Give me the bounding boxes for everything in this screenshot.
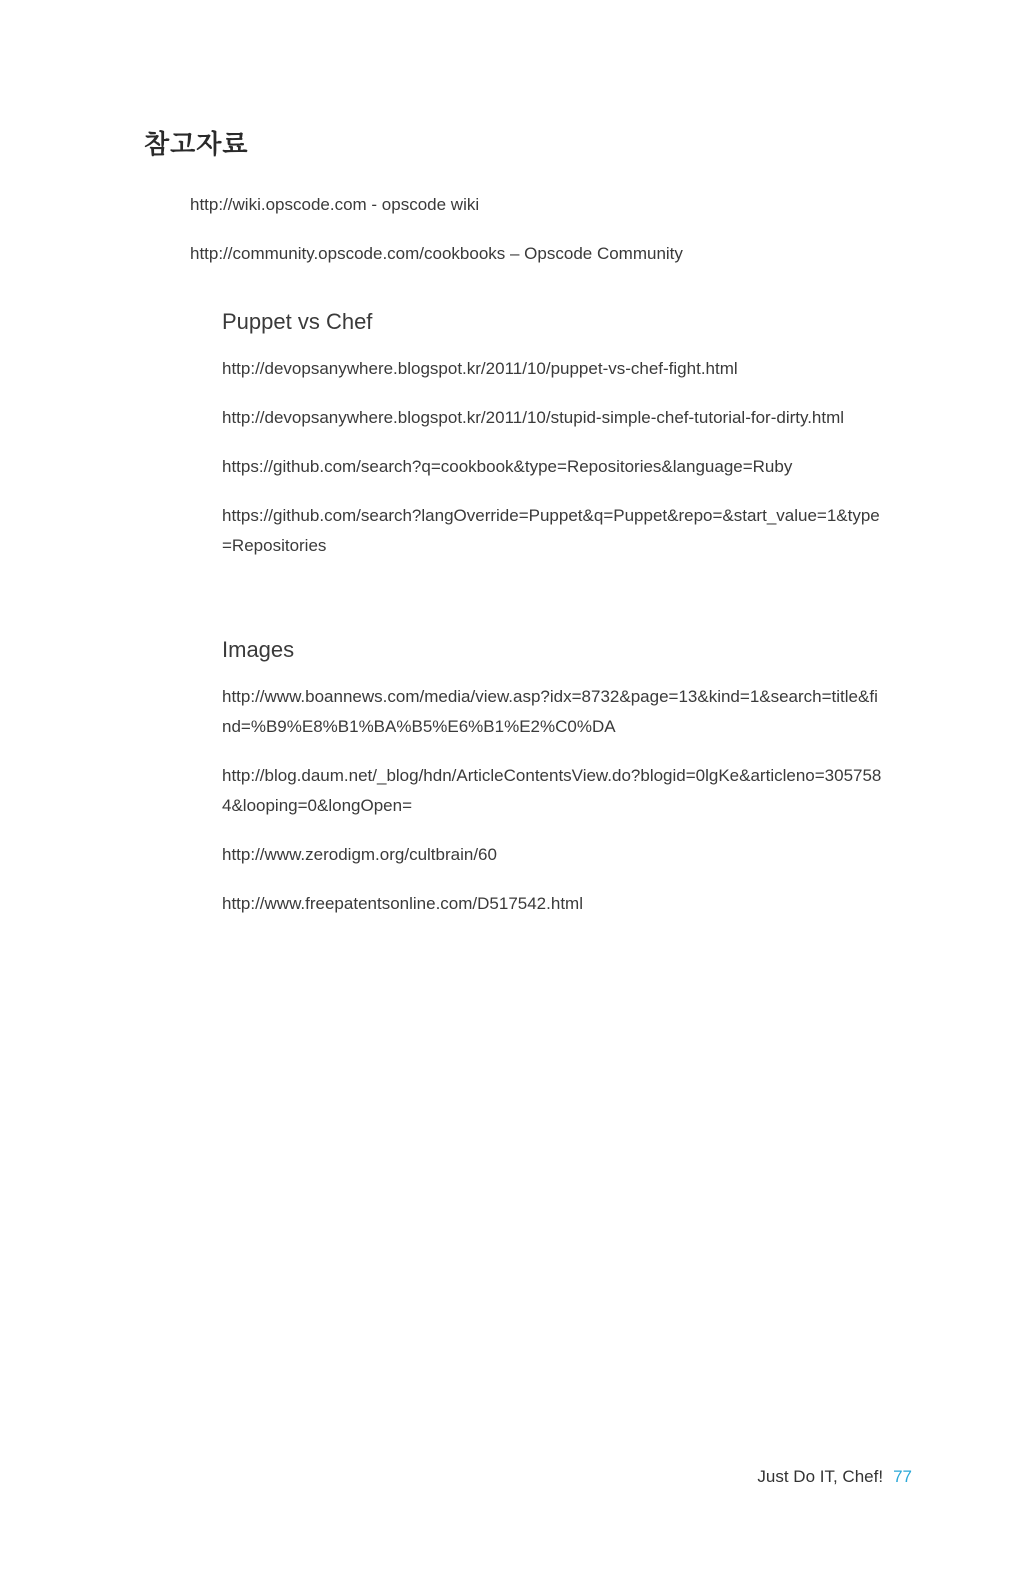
page-number: 77 <box>893 1467 912 1486</box>
general-references <box>190 190 890 288</box>
reference-link[interactable]: http://www.boannews.com/media/view.asp?idx=8732&page=13&kind=1&search=title&find=%B9%E8%B1%BA%B5%E6%B1%E2%C0%DA <box>222 687 878 736</box>
reference-link[interactable]: http://devopsanywhere.blogspot.kr/2011/10/stupid-simple-chef-tutorial-for-dirty.html <box>222 408 845 427</box>
reference-link[interactable]: http://community.opscode.com/cookbooks – Opscode Community <box>190 244 683 263</box>
footer-book-title: Just Do IT, Chef! <box>757 1467 884 1486</box>
section-title: Puppet vs Chef <box>222 309 373 334</box>
reference-link[interactable]: http://www.freepatentsonline.com/D517542.html <box>222 894 583 913</box>
reference-link[interactable]: http://wiki.opscode.com - opscode wiki <box>190 195 480 214</box>
reference-link[interactable]: http://blog.daum.net/_blog/hdn/ArticleContentsView.do?blogid=0lgKe&articleno=3057584&looping=0&longOpen= <box>222 766 882 815</box>
section-title: Images <box>222 637 295 662</box>
section-images <box>222 635 884 938</box>
page-title: 참고자료 <box>144 130 249 160</box>
reference-link[interactable]: https://github.com/search?langOverride=Puppet&q=Puppet&repo=&start_value=1&type=Repositories <box>222 506 880 555</box>
section-puppet-vs-chef <box>222 307 884 580</box>
reference-link[interactable]: http://devopsanywhere.blogspot.kr/2011/10/puppet-vs-chef-fight.html <box>222 359 738 378</box>
reference-link[interactable]: https://github.com/search?q=cookbook&type=Repositories&language=Ruby <box>222 457 793 476</box>
reference-link[interactable]: http://www.zerodigm.org/cultbrain/60 <box>222 845 497 864</box>
page-footer <box>757 1467 912 1487</box>
